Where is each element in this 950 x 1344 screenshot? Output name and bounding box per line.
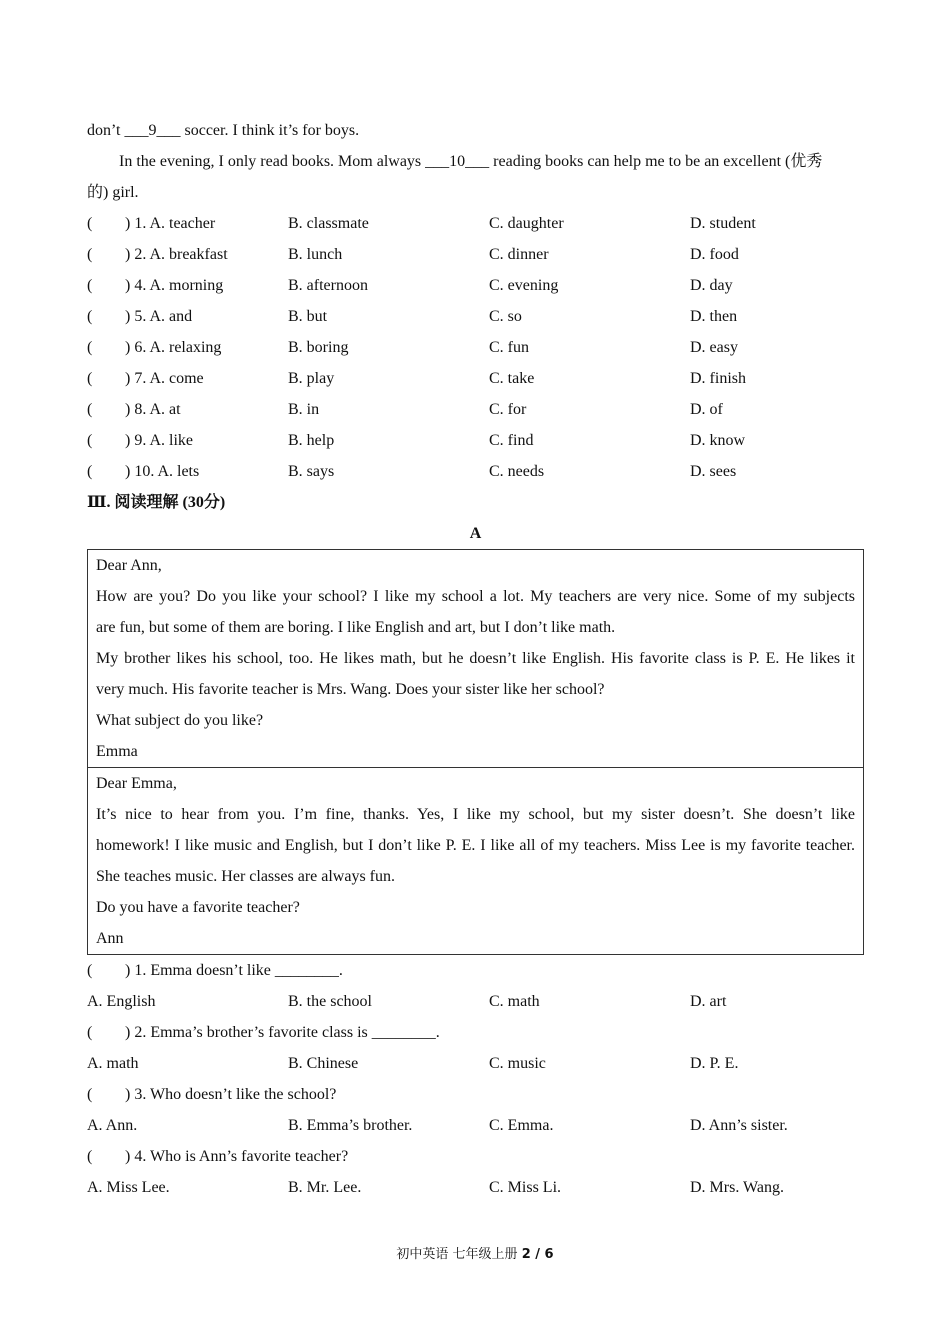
page-number: 2 / 6 bbox=[521, 1247, 554, 1262]
question-options: A. math B. Chinese C. music D. P. E. bbox=[87, 1055, 739, 1072]
letter-text: What subject do you like? bbox=[96, 712, 264, 729]
question-stem: ( ) 3. Who doesn’t like the school? bbox=[87, 1086, 337, 1103]
cloze-text-line-1: don’t ___9___ soccer. I think it’s for boys. bbox=[87, 122, 360, 139]
letter-from-ann bbox=[87, 768, 864, 955]
question-stem: ( ) 1. Emma doesn’t like ________. bbox=[87, 962, 343, 979]
letter-text: My brother likes his school, too. He likes math, but he doesn’t like English. His favorite class is P. E. He likes it bbox=[96, 650, 855, 667]
cloze-option-row: ( ) 4. A. morning B. afternoon C. evening D. day bbox=[87, 277, 733, 294]
blank-10: ___10___ bbox=[425, 153, 490, 170]
letter-text: Do you have a favorite teacher? bbox=[96, 899, 300, 916]
cloze-option-row: ( ) 5. A. and B. but C. so D. then bbox=[87, 308, 738, 325]
letter-from-emma bbox=[87, 549, 864, 768]
cloze-option-row: ( ) 1. A. teacher B. classmate C. daughter D. student bbox=[87, 215, 756, 232]
letter-signature: Emma bbox=[96, 743, 138, 760]
letter-greeting: Dear Emma, bbox=[96, 775, 177, 792]
worksheet-page bbox=[87, 115, 864, 1203]
question-options: A. Ann. B. Emma’s brother. C. Emma. D. Ann’s sister. bbox=[87, 1117, 788, 1134]
letter-text: It’s nice to hear from you. I’m fine, thanks. Yes, I like my school, but my sister doesn’t. She doesn’t like bbox=[96, 806, 855, 823]
section-heading-reading: Ⅲ. 阅读理解 (30分) bbox=[87, 494, 226, 511]
letter-text: She teaches music. Her classes are always fun. bbox=[96, 868, 395, 885]
cloze-text-line-2: In the evening, I only read books. Mom always ___10___ reading books can help me to be an excellent (优秀 bbox=[119, 153, 823, 170]
letter-text: How are you? Do you like your school? I like my school a lot. My teachers are very nice. Some of my subjects bbox=[96, 588, 855, 605]
question-stem: ( ) 4. Who is Ann’s favorite teacher? bbox=[87, 1148, 349, 1165]
passage-label: A bbox=[469, 525, 482, 542]
letter-text: homework! I like music and English, but I don’t like P. E. I like all of my teachers. Miss Lee is my favorite teacher. bbox=[96, 837, 855, 854]
question-options: A. English B. the school C. math D. art bbox=[87, 993, 727, 1010]
question-options: A. Miss Lee. B. Mr. Lee. C. Miss Li. D. Mrs. Wang. bbox=[87, 1179, 784, 1196]
cloze-option-row: ( ) 6. A. relaxing B. boring C. fun D. easy bbox=[87, 339, 738, 356]
letter-text: very much. His favorite teacher is Mrs. Wang. Does your sister like her school? bbox=[96, 681, 605, 698]
question-stem: ( ) 2. Emma’s brother’s favorite class is ________. bbox=[87, 1024, 440, 1041]
cloze-option-row: ( ) 7. A. come B. play C. take D. finish bbox=[87, 370, 746, 387]
reading-questions bbox=[87, 955, 864, 1203]
blank-9: ___9___ bbox=[124, 122, 181, 139]
page-footer: 初中英语 七年级上册 2 / 6 bbox=[396, 1247, 554, 1262]
cloze-text-line-3: 的) girl. bbox=[87, 184, 139, 201]
letter-greeting: Dear Ann, bbox=[96, 557, 162, 574]
cloze-option-row: ( ) 8. A. at B. in C. for D. of bbox=[87, 401, 723, 418]
cloze-options bbox=[87, 208, 864, 487]
cloze-option-row: ( ) 2. A. breakfast B. lunch C. dinner D. food bbox=[87, 246, 739, 263]
letter-signature: Ann bbox=[96, 930, 124, 947]
cloze-option-row: ( ) 10. A. lets B. says C. needs D. sees bbox=[87, 463, 737, 480]
cloze-option-row: ( ) 9. A. like B. help C. find D. know bbox=[87, 432, 746, 449]
letter-text: are fun, but some of them are boring. I like English and art, but I don’t like math. bbox=[96, 619, 616, 636]
